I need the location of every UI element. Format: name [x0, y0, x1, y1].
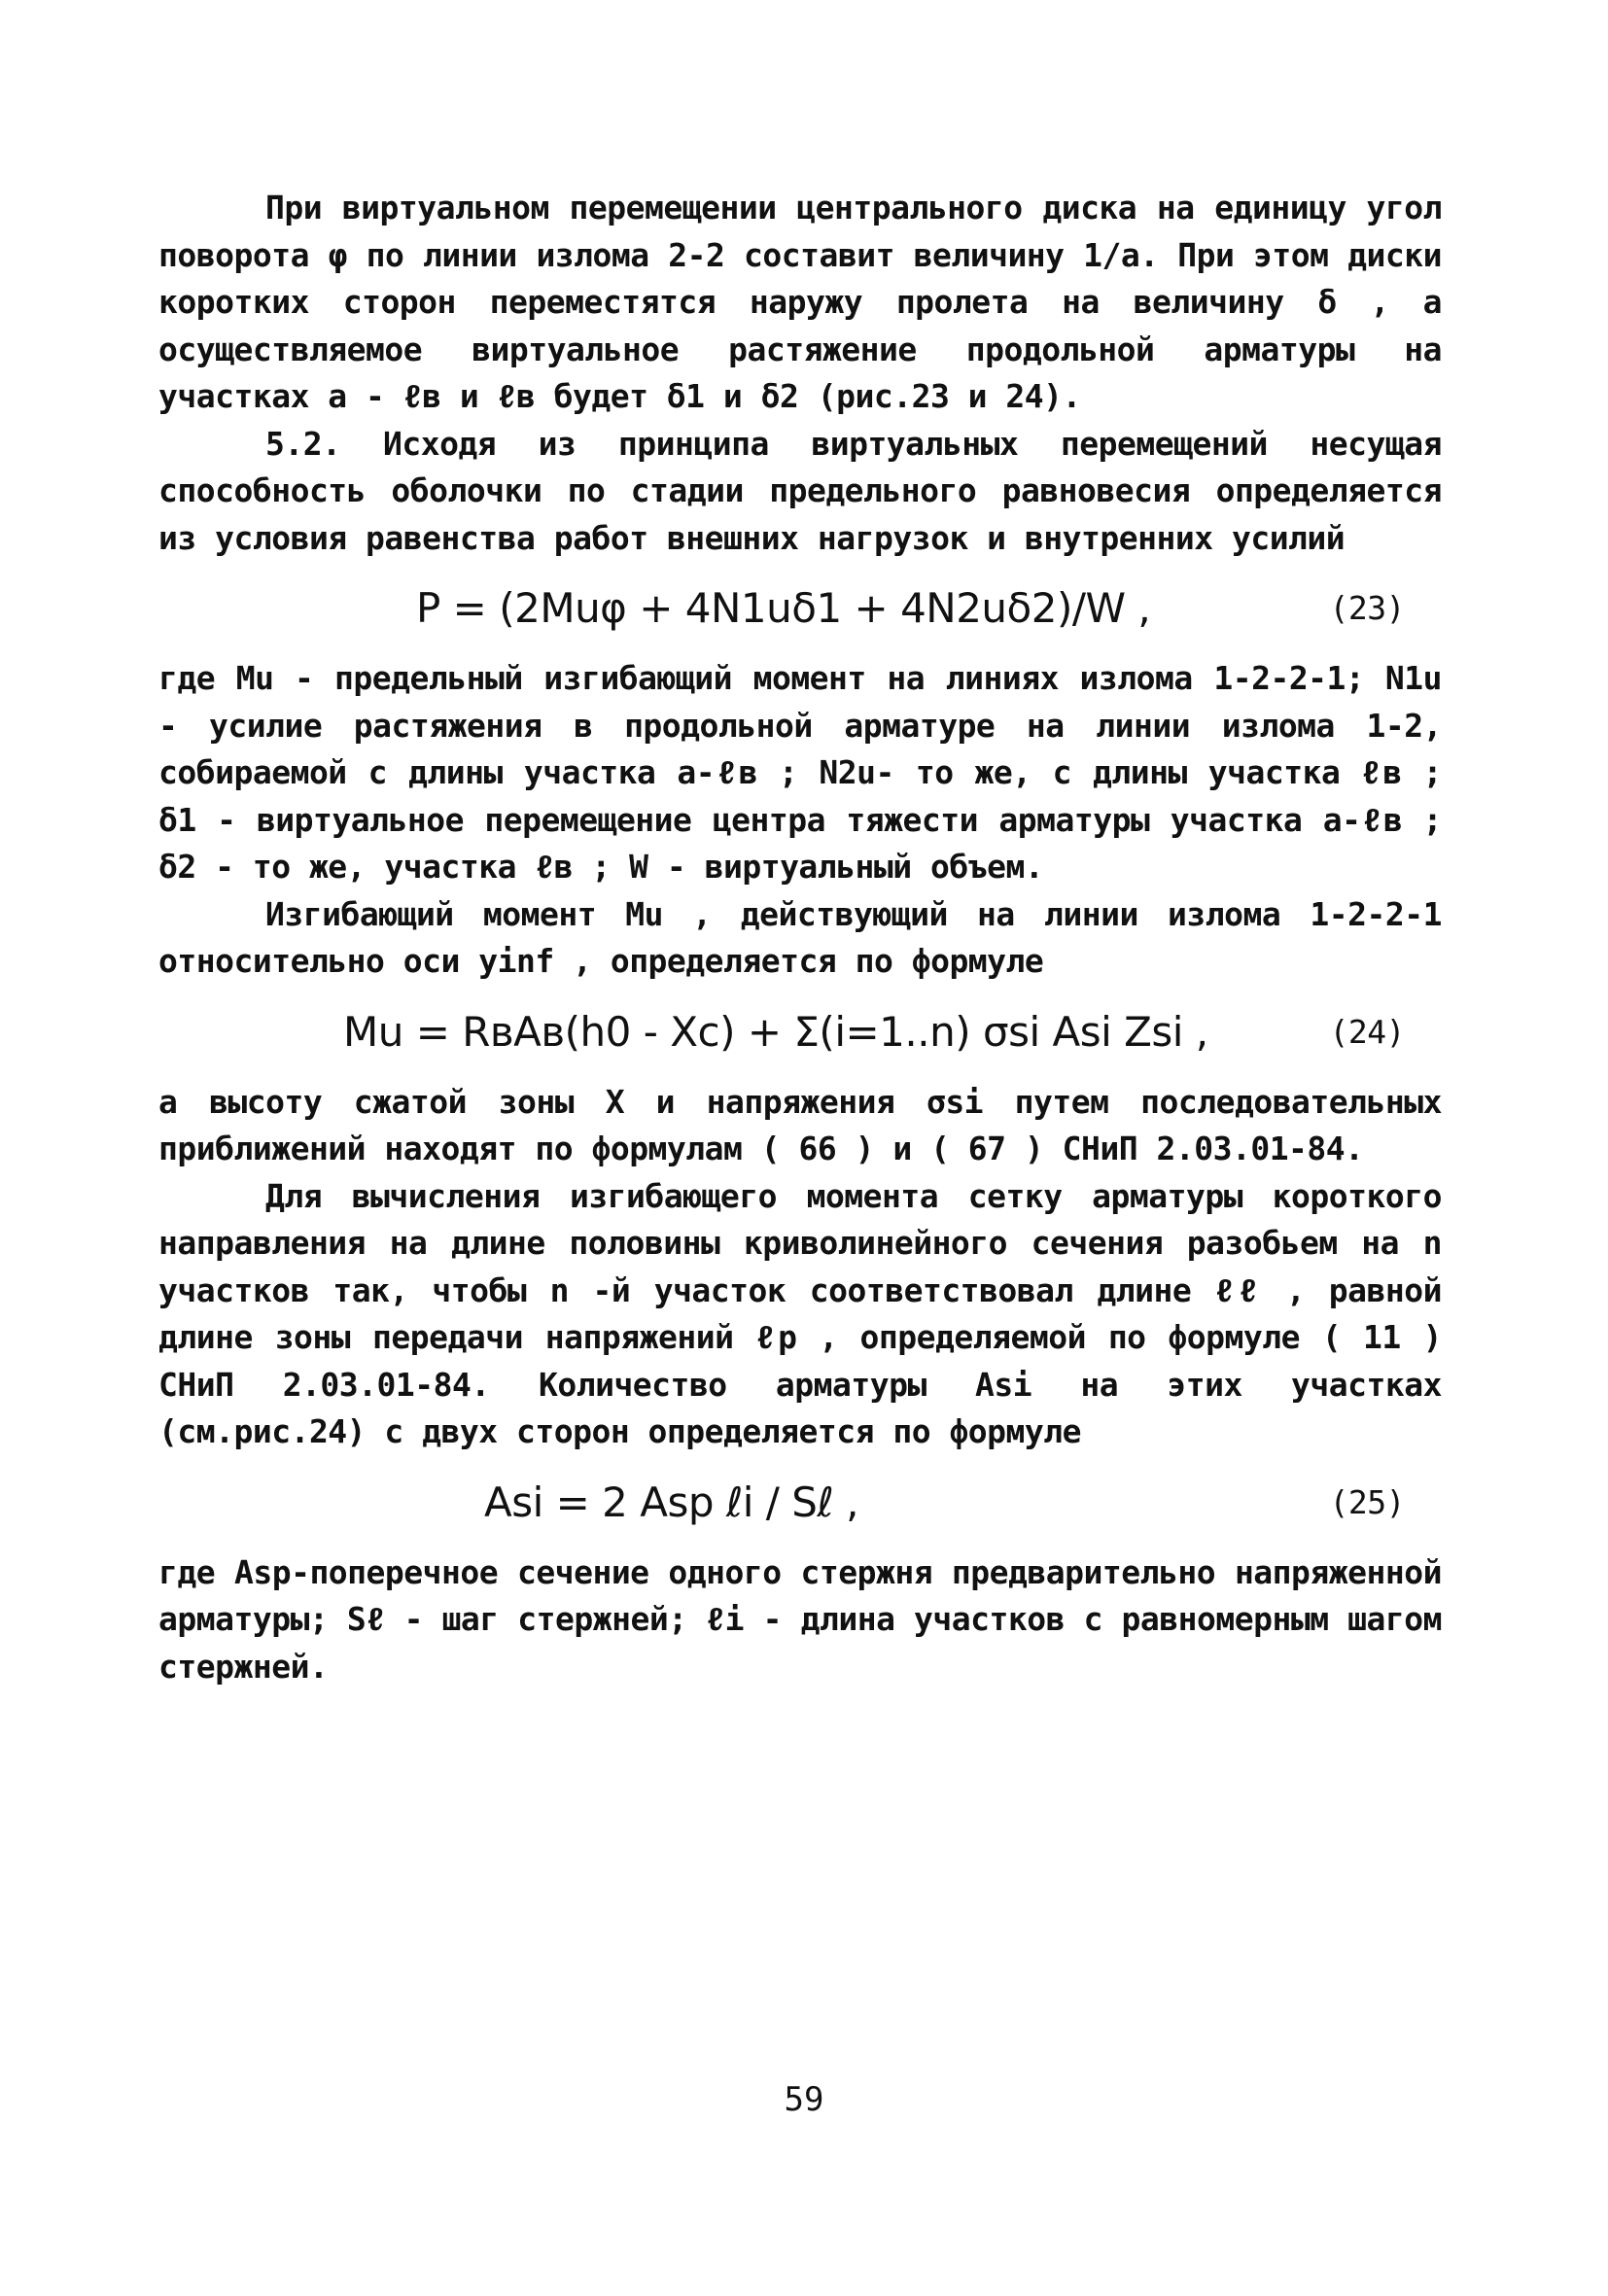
formula-25	[158, 1456, 1442, 1549]
paragraph: где Mu - предельный изгибающий момент на линиях излома 1-2-2-1; N1u - усилие растяжения в продольной арматуре на линии излома 1-2, собираемой с длины участка a-ℓв ; N2u- то же, с длины участка ℓв ; δ1 - виртуальное перемещение центра тяжести арматуры участка a-ℓв ; δ2 - то же, участка ℓв ; W - виртуальный объем.	[158, 659, 1442, 886]
formula-expression: Asi = 2 Asp ℓi / Sℓ ,	[484, 1478, 858, 1526]
formula-number: (23)	[1329, 589, 1405, 627]
paragraph: Для вычисления изгибающего момента сетку арматуры короткого направления на длине половины криволинейного сечения разобьем на n участков так, чтобы n -й участок соответствовал длине ℓℓ , равной длине зоны передачи напряжений ℓp , определяемой по формуле ( 11 ) СНиП 2.03.01-84. Количество арматуры Asi на этих участках (см.рис.24) с двух сторон определяется по формуле	[158, 1176, 1442, 1450]
formula-24	[158, 986, 1442, 1079]
paragraph: Изгибающий момент Mu , действующий на линии излома 1-2-2-1 относительно оси yinf , определяется по формуле	[158, 894, 1442, 980]
paragraph: где Asp-поперечное сечение одного стержня предварительно напряженной арматуры; Sℓ - шаг стержней; ℓi - длина участков с равномерным шагом стержней.	[158, 1552, 1442, 1686]
document-page	[158, 185, 1442, 1690]
formula-expression: Mu = RвAв(h0 - Xc) + Σ(i=1..n) σsi Asi Zsi ,	[343, 1007, 1208, 1056]
formula-number: (25)	[1329, 1482, 1405, 1521]
paragraph: 5.2. Исходя из принципа виртуальных перемещений несущая способность оболочки по стадии предельного равновесия определяется из условия равенства работ внешних нагрузок и внутренних усилий	[158, 424, 1442, 557]
formula-expression: P = (2Muφ + 4N1uδ1 + 4N2uδ2)/W ,	[416, 584, 1151, 632]
page-number: 59	[784, 2080, 824, 2119]
paragraph: а высоту сжатой зоны X и напряжения σsi путем последовательных приближений находят по формулам ( 66 ) и ( 67 ) СНиП 2.03.01-84.	[158, 1082, 1442, 1167]
paragraph: При виртуальном перемещении центрального диска на единицу угол поворота φ по линии излома 2-2 составит величину 1/а. При этом диски коротких сторон переместятся наружу пролета на величину δ , а осуществляемое виртуальное растяжение продольной арматуры на участках a - ℓв и ℓв будет δ1 и δ2 (рис.23 и 24).	[158, 189, 1442, 415]
formula-23	[158, 562, 1442, 655]
formula-number: (24)	[1329, 1012, 1405, 1051]
